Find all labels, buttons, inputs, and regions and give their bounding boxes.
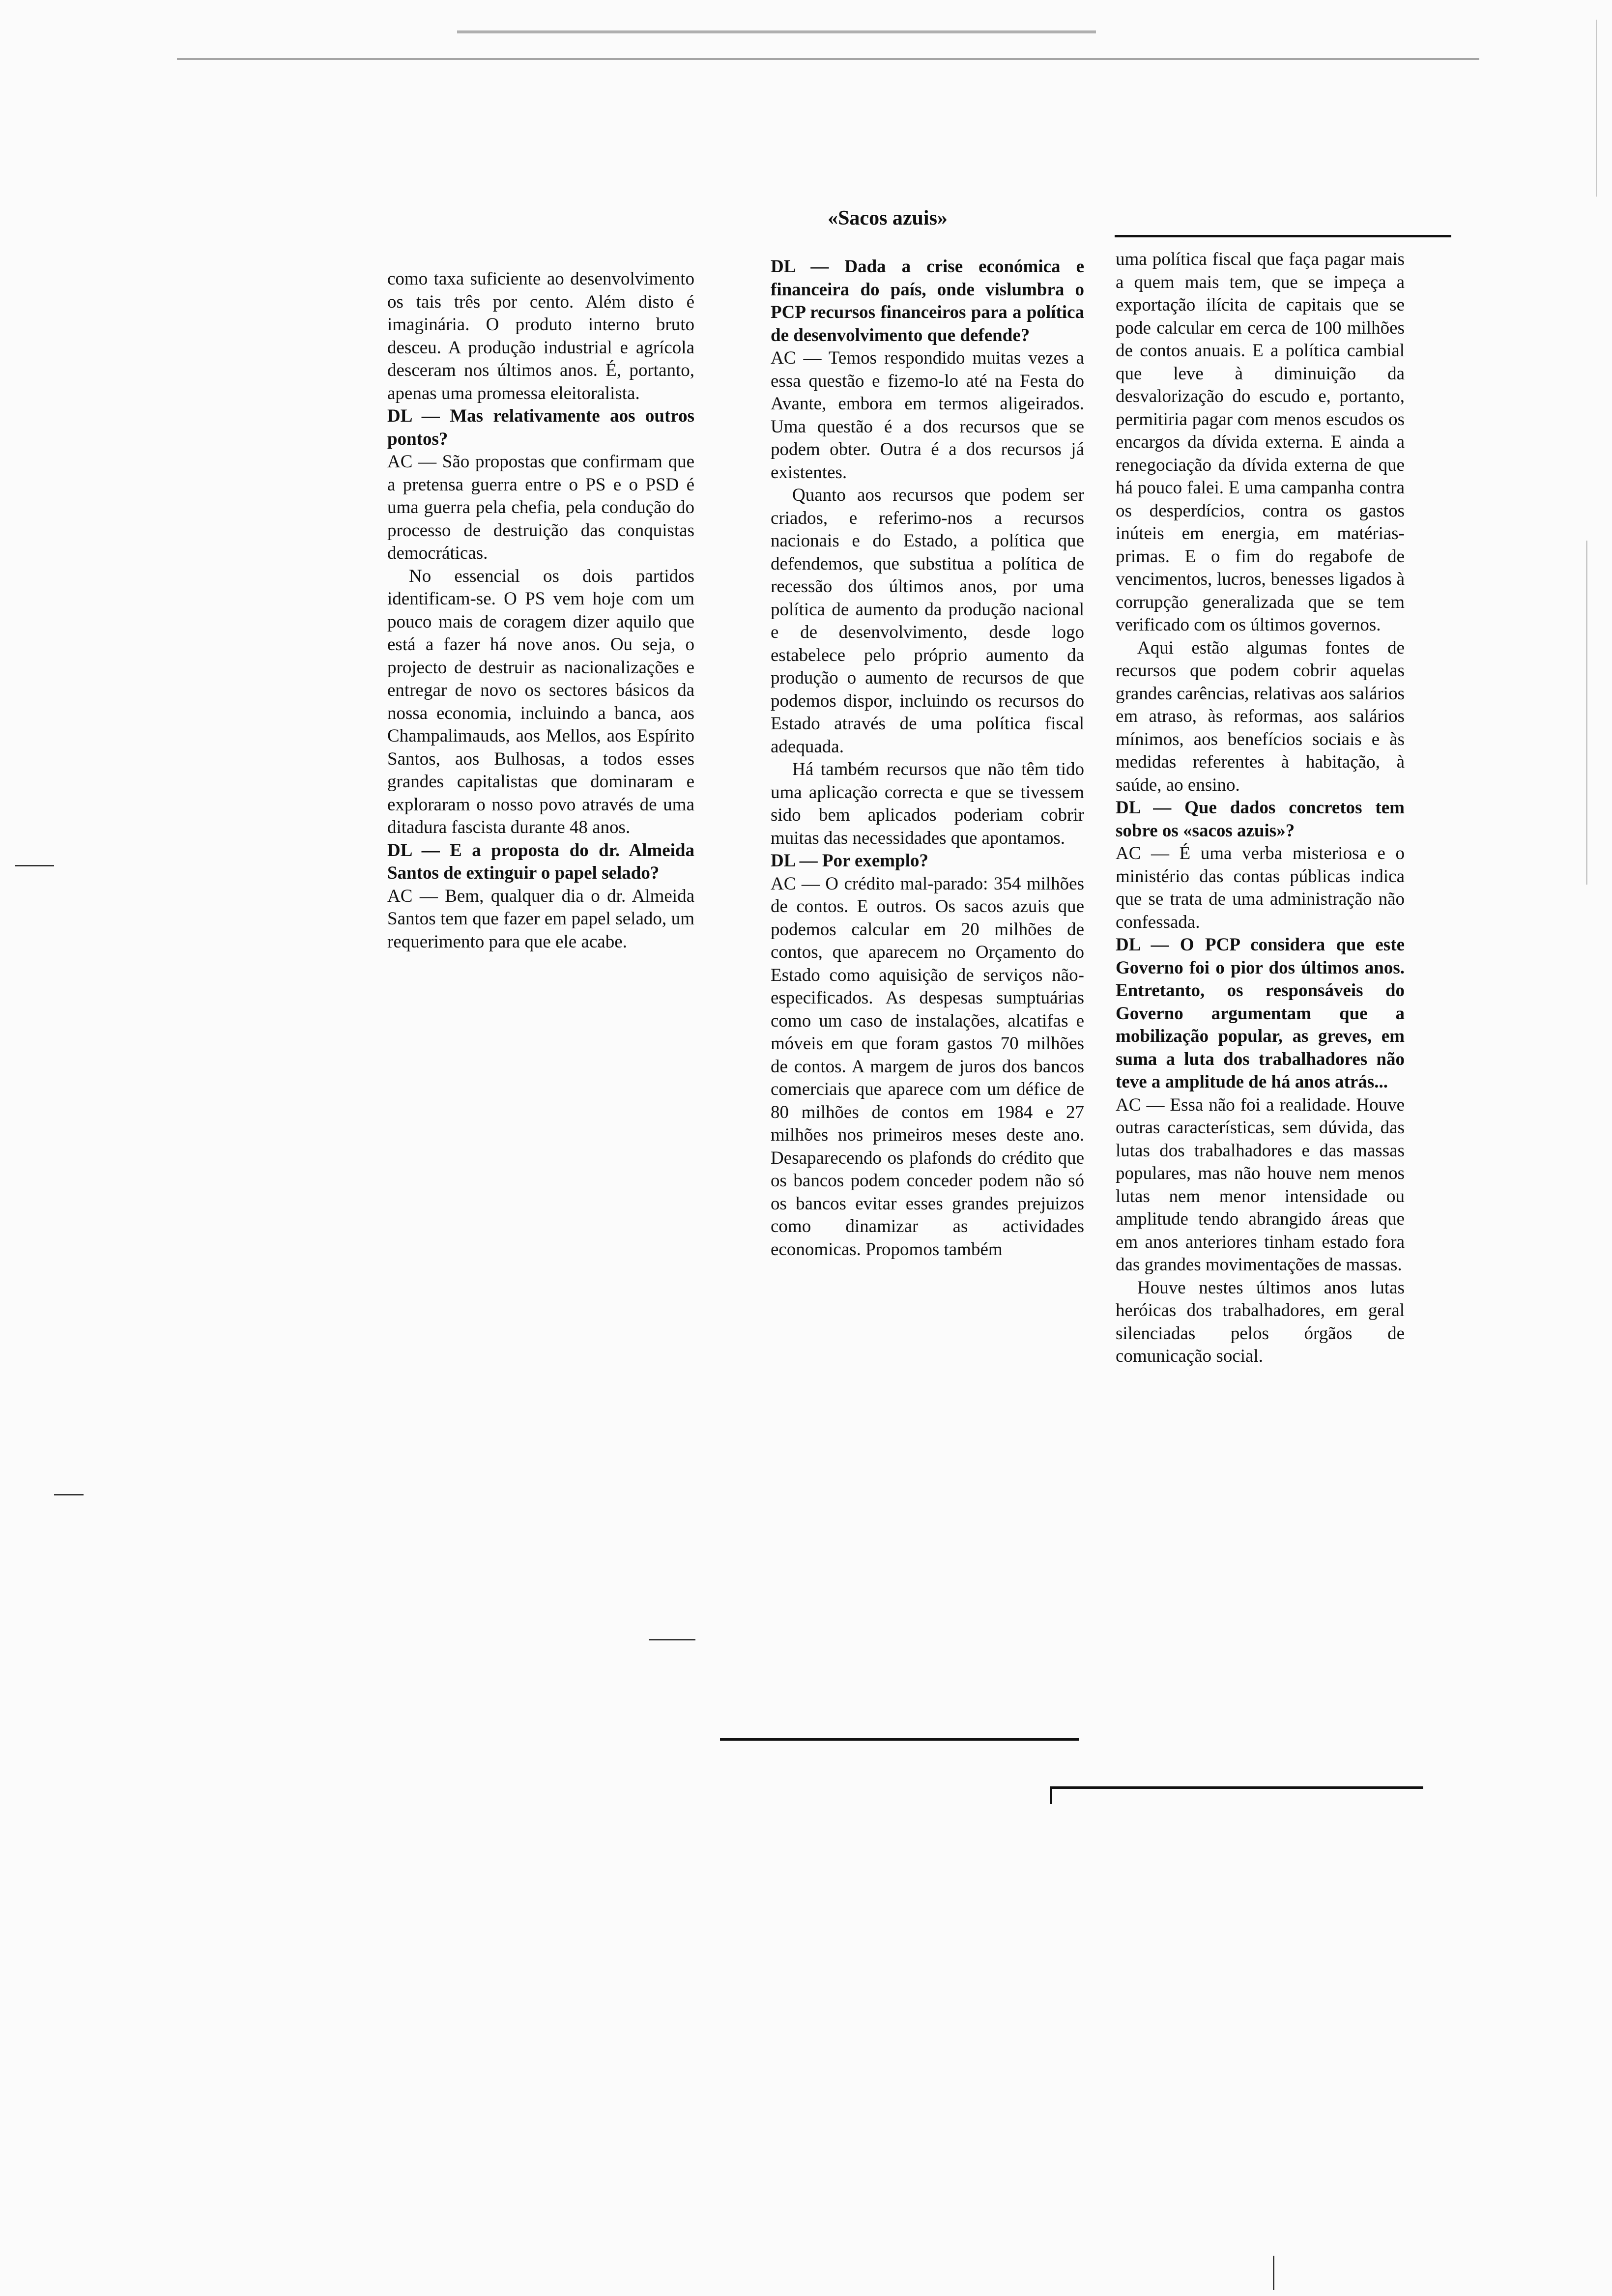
answer-paragraph: AC — Temos respondido muitas vezes a essa questão e fizemo-lo até na Festa do Avante, embora em termos aligeirados. Uma questão é a dos recursos que se podem obter. Outra é a dos recursos já existentes.	[771, 348, 1084, 483]
answer-paragraph: AC — Essa não foi a realidade. Houve outras características, sem dúvida, das lutas dos trabalhadores e das massas populares, mas não houve nem menos lutas nem menor intensidade ou amplitude tendo abrangido áreas que em anos anteriores tinham estado fora das grandes movimentações de massas.	[1116, 1094, 1405, 1275]
question-paragraph: DL — O PCP considera que este Governo foi o pior dos últimos anos. Entretanto, os responsáveis do Governo argumentam que a mobilização popular, as greves, em suma a luta dos trabalhadores não teve a amplitude de há anos atrás...	[1116, 935, 1405, 1092]
answer-paragraph: AC — Bem, qualquer dia o dr. Almeida Santos tem que fazer em papel selado, um requerimento para que ele acabe.	[387, 886, 694, 952]
left-column	[387, 268, 694, 953]
answer-paragraph: AC — São propostas que confirmam que a pretensa guerra entre o PS e o PSD é uma guerra pela chefia, pela condução do processo de destruição das conquistas democráticas.	[387, 452, 694, 563]
answer-paragraph: AC — O crédito mal-parado: 354 milhões de contos. E outros. Os sacos azuis que podemos calcular em 20 milhões de contos, que aparecem no Orçamento do Estado como aquisição de serviços não-especificados. As despesas sumptuárias como um caso de instalações, alcatifas e móveis em que foram gastos 70 milhões de contos. A margem de juros dos bancos comerciais que aparece com um défice de 80 milhões de contos em 1984 e 27 milhões nos primeiros meses deste ano. Desaparecendo os plafonds do crédito que os bancos podem conceder podem não só os bancos evitar esses grandes prejuizos como dinamizar as actividades economicas. Propomos também	[771, 873, 1084, 1260]
question-paragraph: DL — Que dados concretos tem sobre os «sacos azuis»?	[1116, 798, 1405, 841]
answer-paragraph: Houve nestes últimos anos lutas heróicas dos trabalhadores, em geral silenciadas pelos órgãos de comunicação social.	[1116, 1277, 1405, 1366]
article-headline: «Sacos azuis»	[828, 207, 948, 230]
scan-mark	[54, 1494, 84, 1495]
scan-edge-mark	[1586, 541, 1587, 885]
scan-edge-mark	[1596, 20, 1597, 197]
column-rule	[1050, 1786, 1052, 1804]
question-paragraph: DL — Dada a crise económica e financeira do país, onde vislumbra o PCP recursos financeiros para a política de desenvolvimento que defende?	[771, 257, 1084, 345]
column-rule	[720, 1738, 1079, 1741]
scan-mark	[649, 1639, 695, 1640]
question-paragraph: DL — Mas relativamente aos outros pontos?	[387, 406, 694, 449]
answer-paragraph: Há também recursos que não têm tido uma aplicação correcta e que se tivessem sido bem aplicados poderiam cobrir muitas das necessidades que apontamos.	[771, 759, 1084, 848]
answer-paragraph: No essencial os dois partidos identificam-se. O PS vem hoje com um pouco mais de coragem dizer aquilo que está a fazer há nove anos. Ou seja, o projecto de destruir as nacionalizações e entregar de novo os sectores básicos da nossa economia, incluindo a banca, aos Champalimauds, aos Mellos, aos Espírito Santos, aos Bulhosas, a todos esses grandes capitalistas que dominaram e exploraram o nosso povo através de uma ditadura fascista durante 48 anos.	[387, 566, 694, 837]
answer-paragraph: uma política fiscal que faça pagar mais a quem mais tem, que se impeça a exportação ilícita de capitais que se pode calcular em cerca de 100 milhões de contos anuais. E a política cambial que leve à diminuição da desvalorização do escudo e, portanto, permitiria pagar com menos escudos os encargos da dívida externa. E ainda a renegociação da dívida externa de que há pouco falei. E uma campanha contra os desperdícios, contra os gastos inúteis em energia, em matérias-primas. E o fim do regabofe de vencimentos, lucros, benesses ligados à corrupção generalizada que se tem verificado com os últimos governos.	[1116, 249, 1405, 635]
question-paragraph: DL — Por exemplo?	[771, 851, 928, 871]
answer-paragraph: Aqui estão algumas fontes de recursos que podem cobrir aquelas grandes carências, relativas aos salários em atraso, às reformas, aos salários mínimos, aos benefícios sociais e às medidas referentes à habitação, à saúde, ao ensino.	[1116, 637, 1405, 795]
scan-mark	[1273, 2256, 1274, 2290]
scan-mark	[15, 865, 54, 866]
scan-noise-top	[457, 30, 1096, 33]
scan-noise-top	[177, 58, 1479, 60]
column-rule	[1050, 1786, 1423, 1789]
middle-column	[771, 256, 1084, 1261]
answer-paragraph: AC — É uma verba misteriosa e o ministério das contas públicas indica que se trata de uma administração não confessada.	[1116, 843, 1405, 932]
column-rule	[1115, 235, 1451, 237]
answer-paragraph: como taxa suficiente ao desenvolvimento os tais três por cento. Além disto é imaginária. O produto interno bruto desceu. A produção industrial e agrícola desceram nos últimos anos. É, portanto, apenas uma promessa eleitoralista.	[387, 269, 694, 403]
right-column	[1116, 248, 1405, 1368]
question-paragraph: DL — E a proposta do dr. Almeida Santos de extinguir o papel selado?	[387, 840, 694, 883]
answer-paragraph: Quanto aos recursos que podem ser criados, e referimo-nos a recursos nacionais e do Estado, a política que defendemos, que substitua a política de recessão dos últimos anos, por uma política de aumento da produção nacional e de desenvolvimento, desde logo estabelece pelo próprio aumento da produção o aumento de recursos de que podemos dispor, incluindo os recursos do Estado através de uma política fiscal adequada.	[771, 485, 1084, 757]
